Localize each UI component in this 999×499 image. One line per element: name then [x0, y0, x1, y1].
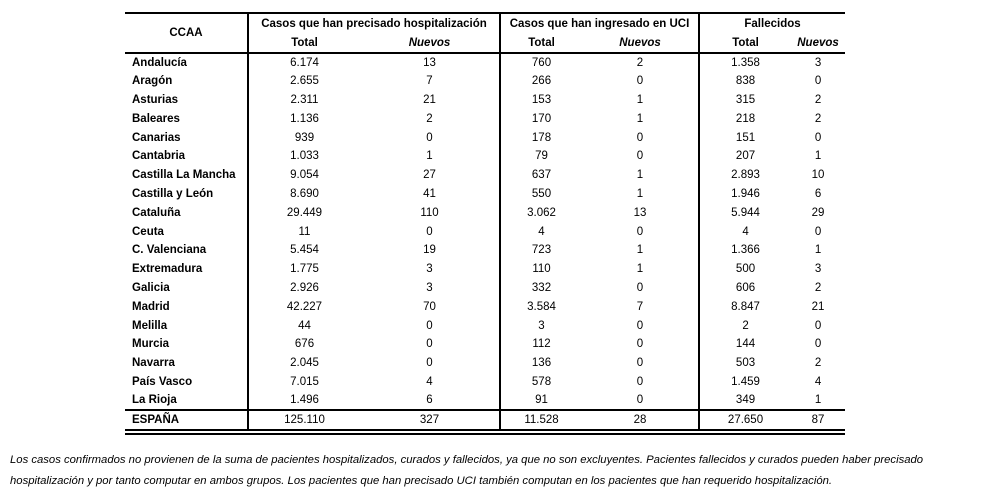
subheader-fallecidos-total: Total [699, 34, 791, 53]
hosp-total-value: 42.227 [248, 297, 360, 316]
uci-total-value: 3.062 [500, 203, 582, 222]
total-uci-total-value: 11.528 [500, 410, 582, 432]
subheader-uci-total: Total [500, 34, 582, 53]
table-row [125, 185, 845, 204]
subheader-uci-nuevos: Nuevos [582, 34, 699, 53]
uci-nuevos-value: 1 [636, 187, 644, 200]
hosp-total-value: 44 [248, 316, 360, 335]
region-name: Melilla [132, 319, 168, 332]
total-fallecidos-nuevos-value: 87 [791, 410, 845, 432]
uci-nuevos-value: 0 [636, 225, 644, 238]
table-footer [125, 410, 845, 432]
fall-nuevos-value: 6 [814, 187, 822, 200]
hosp-total-value: 1.033 [248, 147, 360, 166]
table-row [125, 203, 845, 222]
fall-nuevos-value: 1 [814, 150, 822, 163]
table-row [125, 297, 845, 316]
fall-nuevos-value: 1 [814, 244, 822, 257]
hosp-nuevos-value: 13 [423, 56, 436, 69]
ccaa-statistics-table-wrap [125, 12, 845, 435]
region-name: Castilla y León [132, 187, 214, 200]
uci-total-value: 110 [500, 260, 582, 279]
uci-nuevos-value: 2 [636, 56, 644, 69]
hosp-total-value: 1.136 [248, 109, 360, 128]
table-body [125, 53, 845, 410]
hosp-nuevos-value: 0 [426, 225, 433, 238]
table-row [125, 279, 845, 298]
table-row [125, 147, 845, 166]
hosp-total-value: 11 [248, 222, 360, 241]
subheader-fallecidos-nuevos: Nuevos [791, 34, 845, 53]
region-name: Asturias [132, 93, 179, 106]
column-header-ccaa: CCAA [125, 13, 248, 53]
uci-nuevos-value: 0 [636, 375, 644, 388]
uci-nuevos-value: 1 [636, 244, 644, 257]
uci-nuevos-value: 1 [636, 263, 644, 276]
hosp-nuevos-value: 110 [420, 206, 439, 219]
uci-total-value: 266 [500, 72, 582, 91]
footnote: Los casos confirmados no provienen de la suma de pacientes hospitalizados, curados y fallecidos, ya que no son excluyentes. Pacientes fallecidos y curados pueden haber precisado hospitalización y por tanto computar en ambos grupos. Los pacientes que han precisado UCI también computan en los pacientes que han requerido hospitalización. [10, 454, 924, 487]
fall-nuevos-value: 2 [814, 112, 822, 125]
region-name: Ceuta [132, 225, 164, 238]
fall-nuevos-value: 3 [814, 56, 822, 69]
uci-nuevos-value: 0 [636, 319, 644, 332]
uci-nuevos-value: 0 [582, 391, 699, 410]
hosp-total-value: 2.926 [248, 279, 360, 298]
hosp-nuevos-value: 0 [426, 357, 433, 370]
fall-total-value: 349 [699, 391, 791, 410]
hosp-nuevos-value: 0 [426, 338, 433, 351]
hosp-nuevos-value: 1 [426, 150, 433, 163]
region-name: Cataluña [132, 206, 181, 219]
fall-total-value: 1.358 [699, 53, 791, 72]
fall-total-value: 2 [699, 316, 791, 335]
hosp-total-value: 8.690 [248, 185, 360, 204]
table-row [125, 391, 845, 410]
region-name: Aragón [132, 75, 173, 88]
fall-nuevos-value: 1 [791, 391, 845, 410]
region-name: Murcia [132, 338, 170, 351]
fall-nuevos-value: 0 [814, 319, 822, 332]
uci-total-value: 760 [500, 53, 582, 72]
uci-total-value: 79 [500, 147, 582, 166]
hosp-total-value: 29.449 [248, 203, 360, 222]
hosp-nuevos-value: 6 [360, 391, 500, 410]
hosp-total-value: 7.015 [248, 373, 360, 392]
uci-total-value: 332 [500, 279, 582, 298]
hosp-nuevos-value: 41 [423, 187, 436, 200]
subheader-hosp-total: Total [248, 34, 360, 53]
table-row [125, 53, 845, 72]
uci-nuevos-value: 0 [636, 75, 644, 88]
hosp-nuevos-value: 0 [426, 319, 433, 332]
fall-nuevos-value: 3 [814, 263, 822, 276]
uci-total-value: 550 [500, 185, 582, 204]
table-row [125, 166, 845, 185]
fall-nuevos-value: 4 [814, 375, 822, 388]
total-row [125, 410, 845, 432]
uci-total-value: 3.584 [500, 297, 582, 316]
region-name: C. Valenciana [132, 244, 207, 257]
total-uci-nuevos-value: 28 [582, 410, 699, 432]
uci-total-value: 3 [500, 316, 582, 335]
uci-total-value: 637 [500, 166, 582, 185]
hosp-total-value: 5.454 [248, 241, 360, 260]
uci-nuevos-value: 0 [636, 357, 644, 370]
uci-total-value: 170 [500, 109, 582, 128]
fall-nuevos-value: 21 [811, 300, 825, 313]
hosp-nuevos-value: 3 [426, 281, 433, 294]
fall-total-value: 1.946 [699, 185, 791, 204]
hosp-nuevos-value: 19 [423, 244, 436, 257]
subheader-hosp-nuevos: Nuevos [360, 34, 500, 53]
hosp-nuevos-value: 2 [426, 112, 433, 125]
uci-total-value: 112 [500, 335, 582, 354]
fall-total-value: 500 [699, 260, 791, 279]
fall-total-value: 151 [699, 128, 791, 147]
table-row [125, 91, 845, 110]
total-fallecidos-total-value: 27.650 [699, 410, 791, 432]
region-name: Galicia [132, 281, 170, 294]
table-row [125, 335, 845, 354]
uci-nuevos-value: 7 [636, 300, 644, 313]
uci-nuevos-value: 1 [636, 169, 644, 182]
fall-nuevos-value: 0 [814, 338, 822, 351]
uci-total-value: 153 [500, 91, 582, 110]
table-row [125, 128, 845, 147]
table-row [125, 316, 845, 335]
uci-nuevos-value: 0 [636, 131, 644, 144]
total-row-label: ESPAÑA [125, 410, 248, 432]
header-group-row [125, 13, 845, 34]
table-row [125, 354, 845, 373]
region-name: Madrid [132, 300, 170, 313]
region-name: Castilla La Mancha [132, 169, 236, 182]
uci-total-value: 91 [500, 391, 582, 410]
hosp-total-value: 939 [248, 128, 360, 147]
fall-total-value: 1.459 [699, 373, 791, 392]
fall-nuevos-value: 2 [814, 281, 822, 294]
uci-total-value: 723 [500, 241, 582, 260]
table-row [125, 260, 845, 279]
hosp-total-value: 2.655 [248, 72, 360, 91]
hosp-nuevos-value: 21 [423, 93, 436, 106]
uci-total-value: 578 [500, 373, 582, 392]
uci-total-value: 178 [500, 128, 582, 147]
hosp-nuevos-value: 4 [426, 375, 433, 388]
fall-nuevos-value: 0 [814, 75, 822, 88]
fall-nuevos-value: 29 [811, 206, 825, 219]
fall-nuevos-value: 0 [814, 225, 822, 238]
hosp-total-value: 9.054 [248, 166, 360, 185]
fall-total-value: 503 [699, 354, 791, 373]
region-name: Extremadura [132, 263, 203, 276]
column-group-fallecidos: Fallecidos [699, 13, 845, 34]
table-row [125, 222, 845, 241]
table-row [125, 109, 845, 128]
hosp-total-value: 2.311 [248, 91, 360, 110]
fall-total-value: 8.847 [699, 297, 791, 316]
fall-total-value: 2.893 [699, 166, 791, 185]
hosp-nuevos-value: 27 [423, 169, 436, 182]
hosp-nuevos-value: 3 [426, 263, 433, 276]
fall-total-value: 838 [699, 72, 791, 91]
fall-total-value: 207 [699, 147, 791, 166]
table-row [125, 241, 845, 260]
region-name: Cantabria [132, 150, 186, 163]
region-name: Canarias [132, 131, 181, 144]
region-name: Baleares [132, 112, 180, 125]
hosp-total-value: 6.174 [248, 53, 360, 72]
hosp-total-value: 2.045 [248, 354, 360, 373]
region-name: Navarra [132, 357, 175, 370]
total-hosp-total-value: 125.110 [248, 410, 360, 432]
ccaa-statistics-table [125, 12, 845, 435]
fall-total-value: 144 [699, 335, 791, 354]
fall-total-value: 1.366 [699, 241, 791, 260]
uci-nuevos-value: 1 [636, 112, 644, 125]
hosp-nuevos-value: 7 [426, 75, 433, 88]
column-group-hospitalizacion: Casos que han precisado hospitalización [248, 13, 500, 34]
fall-total-value: 218 [699, 109, 791, 128]
fall-nuevos-value: 2 [814, 357, 822, 370]
hosp-total-value: 1.775 [248, 260, 360, 279]
hosp-total-value: 676 [248, 335, 360, 354]
uci-total-value: 136 [500, 354, 582, 373]
uci-nuevos-value: 0 [636, 150, 644, 163]
fall-nuevos-value: 2 [814, 93, 822, 106]
uci-nuevos-value: 0 [636, 338, 644, 351]
region-name: La Rioja [125, 391, 248, 410]
fall-total-value: 4 [699, 222, 791, 241]
uci-nuevos-value: 13 [633, 206, 647, 219]
fall-total-value: 5.944 [699, 203, 791, 222]
total-hosp-nuevos-value: 327 [360, 410, 500, 432]
fall-nuevos-value: 10 [811, 169, 825, 182]
uci-nuevos-value: 1 [636, 93, 644, 106]
hosp-nuevos-value: 0 [426, 131, 433, 144]
table-header [125, 13, 845, 53]
region-name: País Vasco [132, 375, 193, 388]
uci-total-value: 4 [500, 222, 582, 241]
table-row [125, 72, 845, 91]
column-group-uci: Casos que han ingresado en UCI [500, 13, 699, 34]
fall-total-value: 315 [699, 91, 791, 110]
uci-nuevos-value: 0 [636, 281, 644, 294]
fall-total-value: 606 [699, 279, 791, 298]
hosp-nuevos-value: 70 [423, 300, 436, 313]
fall-nuevos-value: 0 [814, 131, 822, 144]
table-row [125, 373, 845, 392]
hosp-total-value: 1.496 [248, 391, 360, 410]
region-name: Andalucía [132, 56, 187, 69]
